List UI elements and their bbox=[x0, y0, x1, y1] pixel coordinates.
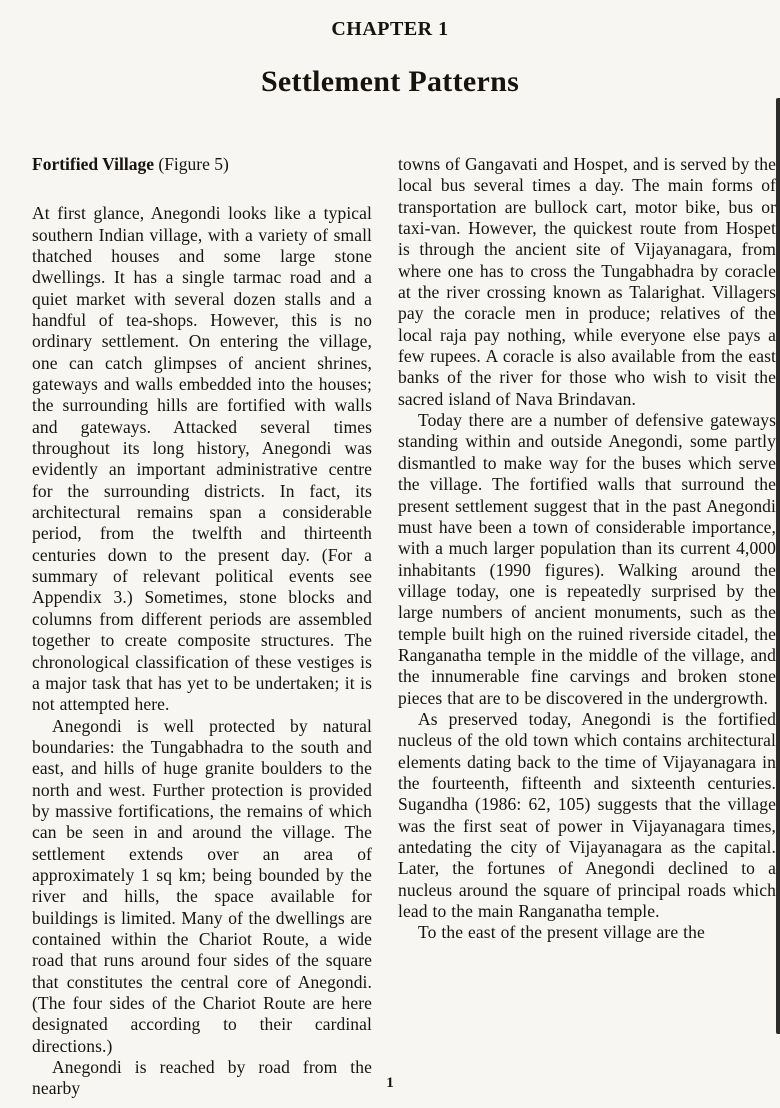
paragraph: towns of Gangavati and Hospet, and is served by the local bus several times a day. The main forms of transportation are bullock cart, motor bike, bus or taxi-van. However, the quickest route from Hospet is through the ancient site of Vijayanagara, from where one has to cross the Tungabhadra by coracle at the river crossing known as Talarighat. Villagers pay the coracle men in produce; relatives of the local raja pay nothing, while everyone else pays a few rupees. A coracle is also available from the east banks of the river for those who wish to visit the sacred island of Nava Brindavan. bbox=[398, 154, 776, 409]
section-heading-figure-ref: (Figure 5) bbox=[154, 154, 229, 174]
paragraph: Anegondi is reached by road from the nearby bbox=[32, 1057, 372, 1099]
paragraph: As preserved today, Anegondi is the fortified nucleus of the old town which contains architectural elements dating back to the time of Vijayanagara in the fourteenth, fifteenth and sixteenth centuries. Sugandha (1986: 62, 105) suggests that the village was the first seat of power in Vijayanagara times, antedating the city of Vijayanagara as the capital. Later, the fortunes of Anegondi declined to a nucleus around the square of principal roads which lead to the main Ranganatha temple. bbox=[398, 708, 776, 922]
two-column-text-block bbox=[0, 154, 780, 1100]
scan-edge-artifact bbox=[776, 98, 780, 1034]
section-heading-title: Fortified Village bbox=[32, 154, 154, 174]
paragraph: To the east of the present village are the bbox=[418, 922, 705, 943]
page-title: Settlement Patterns bbox=[260, 65, 520, 98]
left-column bbox=[32, 154, 372, 1100]
right-column bbox=[398, 154, 776, 1100]
paragraph: Today there are a number of defensive gateways standing within and outside Anegondi, some partly dismantled to make way for the buses which serve the village. The fortified walls that surround the present settlement suggest that in the past Anegondi must have been a town of considerable importance, with a much larger population than its current 4,000 inhabitants (1990 figures). Walking around the village today, one is repeatedly surprised by the large numbers of ancient monuments, such as the temple built high on the ruined riverside citadel, the Ranganatha temple in the middle of the village, and the innumerable fine carvings and broken stone pieces that are to be discovered in the undergrowth. bbox=[398, 410, 776, 708]
paragraph: Anegondi is well protected by natural boundaries: the Tungabhadra to the south and east, and hills of huge granite boulders to the north and west. Further protection is provided by massive fortifications, the remains of which can be seen in and around the village. The settlement extends over an area of approximately 1 sq km; being bounded by the river and hills, the space available for buildings is limited. Many of the dwellings are contained within the Chariot Route, a wide road that runs around four sides of the square that constitutes the central core of Anegondi. (The four sides of the Chariot Route are here designated according to their cardinal directions.) bbox=[32, 715, 372, 1056]
chapter-label: CHAPTER 1 bbox=[331, 18, 449, 40]
section-heading bbox=[32, 154, 372, 175]
paragraph: At first glance, Anegondi looks like a typical southern Indian village, with a variety of small thatched houses and some large stone dwellings. It has a single tarmac road and a quiet market with several dozen stalls and a handful of tea-shops. However, this is no ordinary settlement. On entering the village, one can catch glimpses of ancient shrines, gateways and walls embedded into the houses; the surrounding hills are fortified with walls and gateways. Attacked several times throughout its long history, Anegondi was evidently an important administrative centre for the surrounding districts. In fact, its architectural remains span a considerable period, from the twelfth and thirteenth centuries down to the present day. (For a summary of relevant political events see Appendix 3.) Sometimes, stone blocks and columns from different periods are assembled together to create composite structures. The chronological classification of these vestiges is a major task that has yet to be undertaken; it is not attempted here. bbox=[32, 203, 372, 715]
page-number: 1 bbox=[386, 1075, 394, 1091]
